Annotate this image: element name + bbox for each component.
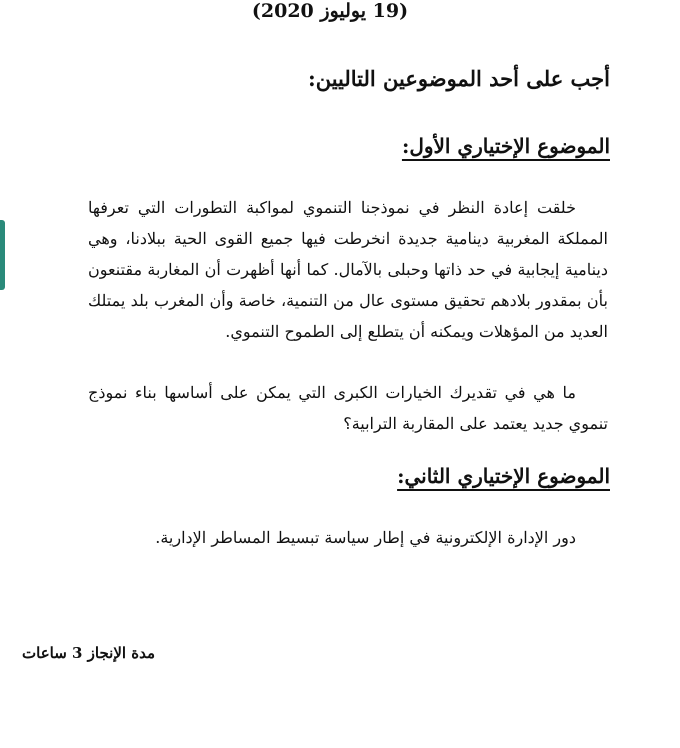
topic-1-paragraph: خلقت إعادة النظر في نموذجنا التنموي لمواكبة التطورات التي تعرفها المملكة المغربية دينامية جديدة انخرطت فيها جميع القوى الحية ببلادنا، وهي دينامية إيجابية في حد ذاتها وحبلى بالآمال. كما أنها أظهرت أن المغاربة مقتنعون بأن بمقدور بلادهم تحقيق مستوى عال من التنمية، خاصة وأن المغرب بلد يمتلك العديد من المؤهلات ويمكنه أن يتطلع إلى الطموح التنموي.	[88, 198, 608, 341]
exam-date: (19 يوليوز 2020)	[251, 0, 409, 22]
exam-instruction: أجب على أحد الموضوعين التاليين:	[307, 66, 610, 91]
page-edge-mark	[0, 220, 5, 290]
topic-1-question: ما هي في تقديرك الخيارات الكبرى التي يمكن على أساسها بناء نموذج تنموي جديد يعتمد على المقاربة الترابية؟	[88, 383, 608, 433]
topic-2-heading: الموضوع الإختياري الثاني:	[397, 464, 610, 488]
topic-1-heading: الموضوع الإختياري الأول:	[401, 134, 610, 158]
exam-duration: مدة الإنجاز 3 ساعات	[22, 644, 156, 662]
topic-2-text: دور الإدارة الإلكترونية في إطار سياسة تبسيط المساطر الإدارية.	[155, 528, 576, 547]
